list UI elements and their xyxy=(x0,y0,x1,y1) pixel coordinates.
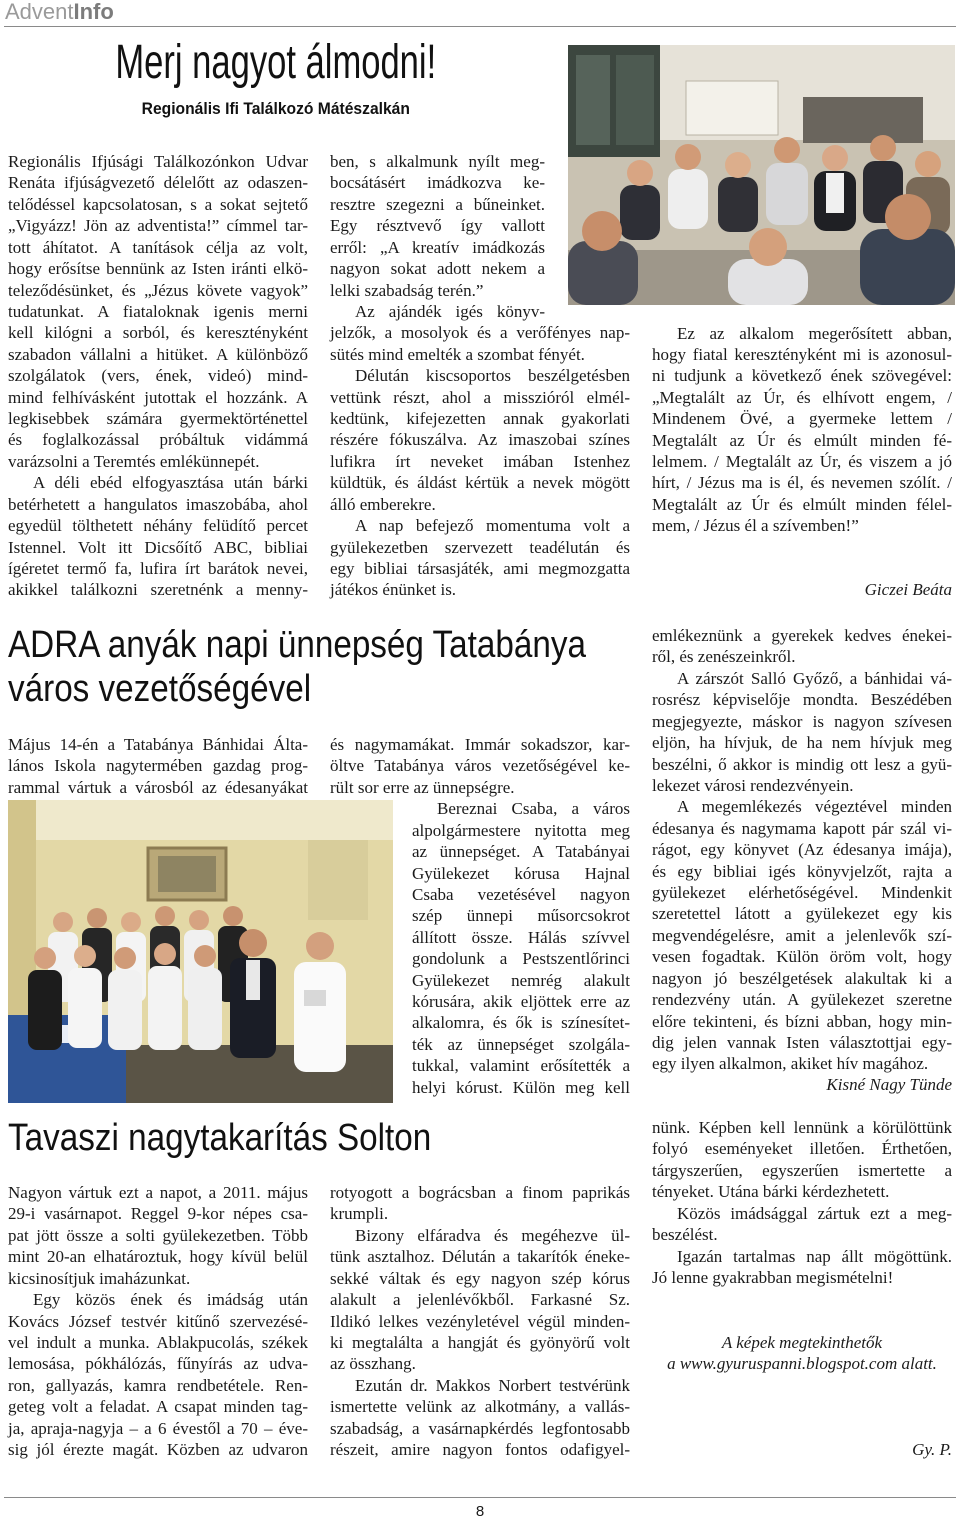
article3-column2 xyxy=(330,1182,630,1460)
text-line: rosrész képviselője mondta. Beszédében xyxy=(652,690,952,710)
text-line: vesen fogadtak. Külön öröm volt, hogy xyxy=(652,947,952,967)
text-line: Gyülekezet kórusa Hajnal xyxy=(412,863,630,883)
text-line: rotyogott a bográcsban a finom paprikás xyxy=(330,1183,630,1202)
text-line: megvendégelésre, amit a jelenlevők szí- xyxy=(652,925,952,945)
text-line: Megtalált az Úr és elmúlt minden fé- xyxy=(652,430,952,450)
text-line: kedtünk, kifejezetten annak gyakorlati xyxy=(330,409,630,429)
text-line: eljön, ha hívjuk, de ha nem hívjuk meg xyxy=(652,733,952,753)
photo-choir-performance-image xyxy=(8,800,393,1103)
article2-column3 xyxy=(652,625,952,1075)
text-line: lános Iskola nagytermében gazdag prog- xyxy=(8,756,308,776)
article2-title-line2 xyxy=(8,670,354,708)
article3-column1 xyxy=(8,1182,308,1460)
text-line: Istennel. Volt itt Dicsőítő ABC, bibliai xyxy=(8,537,308,557)
text-line: vel indult a munka. Ablakpucolás, székek xyxy=(8,1332,308,1352)
text-line: kórusára, akik eljöttek erre az xyxy=(412,992,630,1012)
text-line: A zárszót Salló Győző, a bánhidai vá- xyxy=(677,668,952,688)
article3-title xyxy=(8,1119,492,1157)
text-line: tukkal, valamint erősítették a xyxy=(412,1056,630,1076)
text-line: krumpli. xyxy=(330,1204,389,1224)
text-line: nünk. Képben kell lennünk a körülöttünk xyxy=(652,1118,952,1137)
text-line: hogy fiatal keresztényként mi is azonosul- xyxy=(652,344,952,364)
article3-column3 xyxy=(652,1117,952,1288)
text-line: lelmem. / Megtalált az Úr, és viszem a jó xyxy=(652,452,952,472)
text-line: gyülekezet elérhetőségével. Mindenkit xyxy=(652,883,952,903)
text-line: tényeket. Utána bárki kérdezhetett. xyxy=(652,1182,890,1202)
article1-subtitle xyxy=(0,100,552,117)
text-line: az ünnepséget. A Tatabányai xyxy=(412,842,630,862)
article1-author: Giczei Beáta xyxy=(864,580,952,599)
text-line: gondolunk a Pestszentlőrinci xyxy=(412,949,630,969)
text-line: dig jelen vannak Isten választottjai egy- xyxy=(652,1033,952,1053)
text-line: alakult a jelenlévőkből. Farkasné Sz. xyxy=(330,1290,630,1310)
text-line: Renáta ifjúságvezető délelőtt az odaszen- xyxy=(8,173,308,193)
text-line: hírt, / Jézus ma is él, és nevemen szólít. / xyxy=(652,473,952,493)
text-line: Az ajándék igés könyv- xyxy=(355,301,545,321)
text-line: varázsolni a Teremtés emlékünnepét. xyxy=(8,451,260,471)
article2-title-line1-text: ADRA anyák napi ünnepség Tatabánya xyxy=(8,624,587,666)
text-line: „Vigyázz! Jön az adventista!” címmel tar- xyxy=(8,216,308,236)
text-line: ja, apraja-nagyja – a 6 évestől a 70 – éve- xyxy=(8,1418,308,1438)
text-line: alkalomra, és ők is színesítet- xyxy=(412,1013,630,1033)
text-line: mint 20-an elhatároztuk, hogy kívül belül xyxy=(8,1247,308,1267)
text-line: beszélést. xyxy=(652,1225,718,1245)
text-line: szép ünnepi műsorcsokrot xyxy=(412,906,630,926)
logo-text-advent: Advent xyxy=(5,0,74,24)
text-line: telődéssel kapcsolatosan, s a sokat sejtető xyxy=(8,194,308,214)
photo-credit-note-line2: a www.gyuruspanni.blogspot.com alatt. xyxy=(667,1354,937,1374)
text-line: állított össze. Hálás szívvel xyxy=(412,927,630,947)
text-line: ron, gallyazás, kamra rendbetétele. Ren- xyxy=(8,1375,308,1395)
text-line: lelki szabadság terén.” xyxy=(330,280,484,300)
text-line: beszélni, ő akkor is mindig ott lesz a gyü- xyxy=(652,754,952,774)
text-line: Bizony elfáradva és megéhezve ül- xyxy=(355,1225,630,1245)
text-line: gyülekezetben szervezett teadélután és xyxy=(330,537,630,557)
text-line: az összhang. xyxy=(330,1354,416,1374)
text-line: Csaba vezetésével nagyon xyxy=(412,884,630,904)
text-line: nagyon jó beszélgetések alakultak ki a xyxy=(652,968,952,988)
text-line: Egy közös ének és imádság után xyxy=(33,1290,308,1310)
text-line: bocsátásért imádkozva ke- xyxy=(330,173,545,193)
text-line: ki megtalálta a hangját és gyönyörű volt xyxy=(330,1332,630,1352)
text-line: részeit, amire nagyon fontos odafigyel- xyxy=(330,1440,630,1460)
text-line: 29-i vasárnapot. Reggel 9-kor népes csa- xyxy=(8,1204,308,1224)
text-line: legkisebbek számára gyermektörténettel xyxy=(8,409,308,429)
article1-title xyxy=(0,36,552,89)
text-line: nagyon sokat adott nekem a xyxy=(330,259,545,279)
article2-column1 xyxy=(8,734,308,798)
text-line: tárgyszerűen, egyszerűen ismertette a xyxy=(652,1160,952,1180)
text-line: tott áhítatot. A tanítások célja az volt, xyxy=(8,237,308,257)
text-line: egyedül tölthetett néhány felüdítő percet xyxy=(8,516,308,536)
page-number: 8 xyxy=(475,1503,485,1520)
text-line: ni tudjunk a következő ének szövegével: xyxy=(652,366,952,386)
text-line: mem, / Jézus él a szívemben!” xyxy=(652,516,859,536)
text-line: Igazán tartalmas nap állt mögöttünk. xyxy=(677,1246,952,1266)
text-line: Jó lenne gyakrabban megismételni! xyxy=(652,1267,894,1287)
article1-column3 xyxy=(652,323,952,537)
text-line: ígéretet termő fa, lufira írt barátok nevei, xyxy=(8,559,308,579)
text-line: ték az ünnepséget szolgála- xyxy=(412,1034,630,1054)
text-line: pat jött össze a solti gyülekezetben. Több xyxy=(8,1225,308,1245)
photo-choir-performance xyxy=(8,800,393,1103)
text-line: Mindenem Övé, a gyermeke lettem / xyxy=(652,409,952,429)
text-line: Egy résztvevő így vallott xyxy=(330,216,545,236)
text-line: A déli ebéd elfogyasztása után bárki xyxy=(33,473,308,493)
article2-title-line2-text: város vezetőségével xyxy=(8,668,312,710)
text-line: Bereznai Csaba, a város xyxy=(437,799,630,819)
text-line: hogy erősítse bennünk az Isten iránti elkö- xyxy=(8,259,308,279)
text-line: sekké váltak és egy nagyon szép kórus xyxy=(330,1268,630,1288)
text-line: emlékeznünk a gyerekek kedves énekei- xyxy=(652,626,952,645)
text-line: szabadság, a vasárnapkérdés legfontosabb xyxy=(330,1418,630,1438)
text-line: Regionális Ifjúsági Találkozónkon Udvar xyxy=(8,152,308,171)
text-line: tünk asztalhoz. Délután a takarítók éneke- xyxy=(330,1247,630,1267)
text-line: rült sor erre az ünnepségre. xyxy=(330,777,515,797)
text-line: megjegyezte, máskor is nagyon szívesen xyxy=(652,711,952,731)
text-line: ben, s alkalmunk nyílt meg- xyxy=(330,152,545,171)
text-line: részére fókuszálva. Az imaszobai színes xyxy=(330,430,630,450)
text-line: kicsinosítjuk imaházunkat. xyxy=(8,1268,191,1288)
text-line: küldtük, és áldást kértük a nevek mögött xyxy=(330,473,630,493)
text-line: ismertette velünk az alkotmány, a vallás- xyxy=(330,1397,630,1417)
text-line: álló emberekre. xyxy=(330,494,436,514)
text-line: lemosása, pókhálózás, fűnyírás az udva- xyxy=(8,1354,308,1374)
header-rule xyxy=(4,26,956,27)
text-line: mind felhívásként jutottak el hozzánk. A xyxy=(8,387,308,407)
text-line: kell kilógni a sorból, és keresztényként xyxy=(8,323,308,343)
text-line: rendezvény után. A gyülekezet szeretne xyxy=(652,990,952,1010)
article3-title-text: Tavaszi nagytakarítás Solton xyxy=(8,1117,432,1159)
article1-subtitle-text: Regionális Ifi Találkozó Mátészalkán xyxy=(141,99,411,118)
text-line: öltve Tatabánya város vezetőségével ke- xyxy=(330,756,630,776)
text-line: sig jól érezte magát. Közben az udvaron xyxy=(8,1440,308,1460)
photo-credit-note-line1: A képek megtekinthetők xyxy=(721,1333,883,1352)
article1-column1 xyxy=(8,151,308,601)
text-line: erről: „A kreatív imádkozás xyxy=(330,237,545,257)
text-line: Megtalált az Úr és elmúlt minden félel- xyxy=(652,494,952,514)
publication-logo xyxy=(5,1,114,23)
text-line: betérhetett a hangulatos imaszobába, ahol xyxy=(8,494,308,514)
text-line: Közös imádsággal zártuk ezt a meg- xyxy=(677,1203,952,1223)
text-line: Gyülekezet nemrég alakult xyxy=(412,970,630,990)
text-line: lekezet városi rendezvényein. xyxy=(652,775,854,795)
article1-column2 xyxy=(330,151,630,601)
article3-author: Gy. P. xyxy=(912,1440,952,1459)
text-line: folyó eseményeket illetően. Érthetően, xyxy=(652,1139,952,1159)
text-line: sütés mind emelték a szombat fényét. xyxy=(330,344,585,364)
text-line: és nagymamákat. Immár sokadszor, kar- xyxy=(330,735,630,754)
text-line: resztre szegezni a bűneinket. xyxy=(330,194,545,214)
text-line: Ildikó lelkes vezényletével végül minden- xyxy=(330,1311,630,1331)
text-line: „Megtalált az Úr, és elhívott engem, / xyxy=(652,387,952,407)
text-line: vettünk részt, ahol a misszióról elmél- xyxy=(330,387,630,407)
text-line: játékos énünket is. xyxy=(330,580,457,600)
text-line: akikkel találkozni szeretnénk a menny- xyxy=(8,580,308,600)
text-line: szolgálatok (vers, ének, videó) mind- xyxy=(8,366,308,386)
text-line: Délután kiscsoportos beszélgetésben xyxy=(355,366,630,386)
text-line: rágot, egy könyvet (Az édesanya imája), xyxy=(652,840,952,860)
text-line: egy bibliai társasjáték, ami megmozgatta xyxy=(330,559,630,579)
text-line: jelzők, a mosolyok és a verőfényes nap- xyxy=(330,323,630,343)
text-line: édesanya és nagymama kapott pár szál vi- xyxy=(652,818,952,838)
text-line: alpolgármestere nyitotta meg xyxy=(412,820,630,840)
text-line: A megemlékezés végeztével minden xyxy=(677,797,952,817)
text-line: előre tekinteni, és bízni abban, hogy min- xyxy=(652,1011,952,1031)
text-line: geteg volt a feladat. A csapat minden tag- xyxy=(8,1397,308,1417)
text-line: szeretettel látott a gyülekezet egy kis xyxy=(652,904,952,924)
text-line: A nap befejező momentuma volt a xyxy=(355,516,630,536)
logo-text-info: Info xyxy=(73,0,114,24)
text-line: rammal vártuk a városból az édesanyákat xyxy=(8,777,308,797)
text-line: ről, és zenészeinkről. xyxy=(652,647,796,667)
text-line: tudatunkat. A fiataloknak igenis merni xyxy=(8,301,308,321)
text-line: Ez az alkalom megerősített abban, xyxy=(677,323,952,343)
text-line: egy ilyen alkalmon, akiket hív magához. xyxy=(652,1054,929,1074)
text-line: és foglalkozással próbáltuk vidámmá xyxy=(8,430,308,450)
text-line: teleződésünket, és „Jézus követe vagyok” xyxy=(8,280,308,300)
text-line: Nagyon vártuk ezt a napot, a 2011. május xyxy=(8,1183,308,1202)
article2-title-line1 xyxy=(8,626,669,664)
text-line: Ezután dr. Makkos Norbert testvérünk xyxy=(355,1375,630,1395)
article1-title-text: Merj nagyot álmodni! xyxy=(115,36,437,89)
text-line: lufikra írt neveket imában Istenhez xyxy=(330,451,630,471)
text-line: Május 14-én a Tatabánya Bánhidai Álta- xyxy=(8,735,308,754)
footer-rule xyxy=(4,1497,956,1498)
text-line: helyi kórust. Külön meg kell xyxy=(412,1077,630,1097)
text-line: szabadon vállalni a hitüket. A különböző xyxy=(8,344,308,364)
article2-author: Kisné Nagy Tünde xyxy=(826,1075,952,1094)
text-line: és egy bibliai igés könyvjelzőt, rajta a xyxy=(652,861,952,881)
text-line: Kovács József testvér kitűnő szervezésé- xyxy=(8,1311,308,1331)
